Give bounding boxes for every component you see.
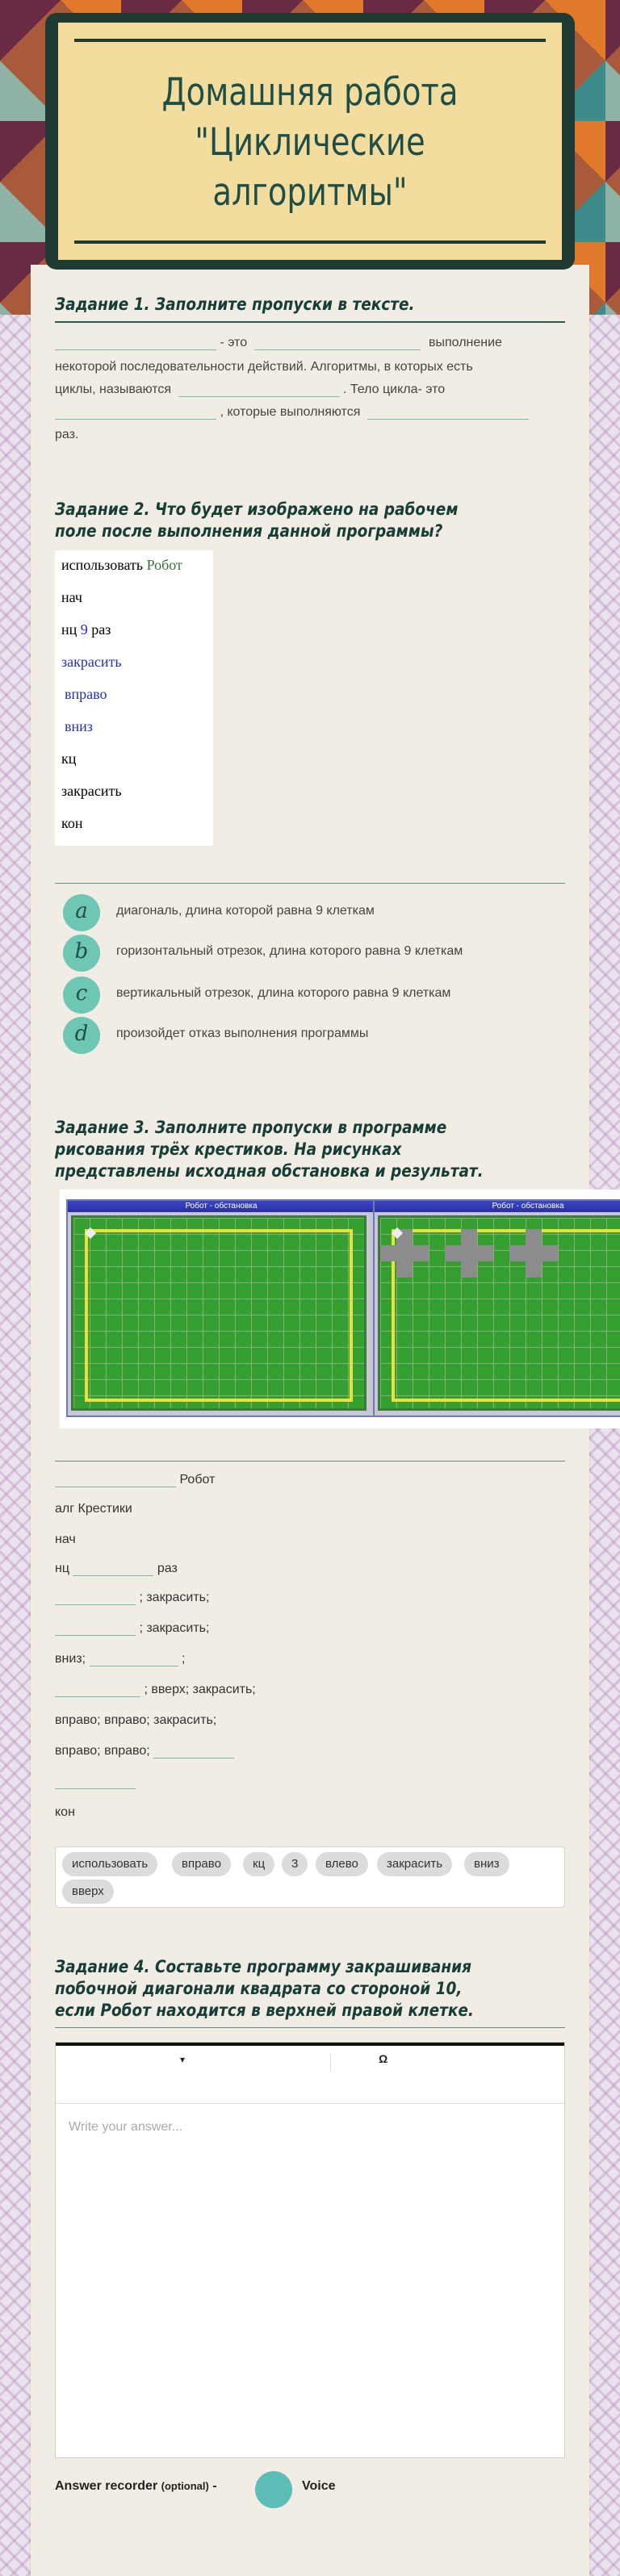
robot-window-after	[373, 1199, 620, 1417]
code-line: закрасить	[61, 654, 122, 670]
program-text: Робот	[179, 1473, 216, 1487]
option-letter-badge: d	[63, 1017, 100, 1054]
option-letter-badge: b	[63, 935, 100, 972]
task2-title: Задание 2. Что будет изображено на рабочем поле после выполнения данной программы?	[55, 500, 459, 541]
program-text: ; вверх; закрасить;	[144, 1683, 256, 1696]
painted-cross	[380, 1245, 429, 1261]
task1-fragment: - это	[220, 336, 248, 349]
code-line	[61, 621, 111, 638]
code-line: кон	[61, 815, 83, 831]
program-text: вправо; вправо;	[55, 1744, 150, 1758]
record-voice-button[interactable]	[255, 2471, 292, 2508]
answer-option-a[interactable]	[63, 894, 563, 926]
code-line: вправо	[65, 686, 107, 702]
special-character-icon[interactable]: Ω	[379, 2052, 388, 2065]
task1-title: Задание 1. Заполните пропуски в тексте.	[55, 295, 415, 314]
program-code-image	[55, 550, 213, 846]
code-line: вниз	[65, 718, 93, 734]
word-chip[interactable]: вниз	[464, 1852, 509, 1876]
blank-input[interactable]	[55, 336, 216, 350]
program-line	[55, 1472, 215, 1488]
code-number: 9	[80, 621, 88, 638]
task3-title: Задание 3. Заполните пропуски в программе рисования трёх крестиков. На рисунках представлены исходная обстановка и результат.	[55, 1118, 484, 1181]
title-frame	[45, 13, 575, 270]
answer-recorder	[55, 2479, 217, 2494]
blank-input[interactable]	[55, 1591, 136, 1605]
code-keyword: нц	[61, 621, 78, 638]
task1-line4	[55, 400, 529, 424]
word-chip[interactable]: использовать	[62, 1852, 157, 1876]
blank-input[interactable]	[254, 336, 421, 350]
page-title: Домашняя работа "Циклические алгоритмы"	[161, 70, 459, 215]
recorder-label: Answer recorder	[55, 2479, 158, 2493]
option-text: произойдет отказ выполнения программы	[116, 1027, 369, 1040]
program-line: нач	[55, 1533, 76, 1546]
word-bank	[55, 1846, 565, 1908]
option-text: диагональ, длина которой равна 9 клеткам	[116, 904, 375, 918]
program-line: алг Крестики	[55, 1502, 132, 1516]
program-text: нц	[55, 1562, 69, 1575]
robot-field-image	[60, 1190, 620, 1428]
answer-textarea[interactable]: Write your answer...	[69, 2120, 183, 2134]
option-letter-badge: c	[63, 976, 100, 1014]
task4-title: Задание 4. Составьте программу закрашивания побочной диагонали квадрата со стороной 10, если Робот находится в верхней правой клетке.	[55, 1957, 474, 2020]
word-chip[interactable]: вправо	[172, 1852, 231, 1876]
blank-input[interactable]	[90, 1652, 178, 1666]
task1-fragment: . Тело цикла- это	[342, 383, 446, 396]
blank-input[interactable]	[55, 1621, 136, 1636]
program-text: ; закрасить;	[139, 1591, 210, 1604]
program-line: кон	[55, 1805, 75, 1819]
option-text: горизонтальный отрезок, длина которого равна 9 клеткам	[116, 944, 463, 958]
code-keyword: Робот	[146, 557, 182, 573]
task1-fragment: выполнение	[429, 336, 502, 349]
code-keyword: раз	[91, 621, 111, 638]
code-line: нач	[61, 589, 82, 605]
blank-input[interactable]	[55, 405, 216, 420]
toolbar-separator	[330, 2054, 331, 2072]
option-text: вертикальный отрезок, длина которого равна 9 клеткам	[116, 986, 451, 1000]
window-titlebar: Робот - обстановка	[375, 1201, 620, 1212]
task1-line1	[55, 331, 502, 355]
recorder-optional-label: (optional)	[161, 2480, 209, 2492]
blank-input[interactable]	[55, 1775, 136, 1789]
program-line: вправо; вправо; закрасить;	[55, 1713, 217, 1727]
code-keyword: использовать	[61, 557, 144, 573]
task1-divider	[55, 321, 565, 323]
voice-label: Voice	[302, 2479, 336, 2493]
word-chip[interactable]: кц	[243, 1852, 274, 1876]
program-text: ;	[181, 1652, 186, 1666]
program-line	[55, 1620, 209, 1637]
task1-fragment: циклы, называются	[55, 383, 172, 396]
field-wall	[85, 1229, 353, 1402]
task1-line2: некоторой последовательности действий. Алгоритмы, в которых есть	[55, 360, 473, 374]
answer-editor	[55, 2042, 565, 2458]
robot-window-before	[66, 1199, 376, 1417]
code-line: закрасить	[61, 783, 122, 799]
task3-divider	[55, 1461, 565, 1462]
answer-option-d[interactable]	[63, 1017, 563, 1049]
program-text: ; закрасить;	[139, 1621, 210, 1635]
answer-option-b[interactable]	[63, 935, 563, 967]
dropdown-chevron-icon[interactable]: ▾	[180, 2054, 186, 2065]
painted-cross	[445, 1245, 493, 1261]
program-line	[55, 1774, 136, 1790]
code-line: кц	[61, 751, 77, 767]
title-panel	[58, 23, 562, 260]
program-line	[55, 1590, 209, 1606]
word-chip[interactable]: 3	[282, 1852, 308, 1876]
robot-grid	[71, 1215, 367, 1411]
word-chip[interactable]: влево	[316, 1852, 368, 1876]
program-text: вниз;	[55, 1652, 86, 1666]
blank-input[interactable]	[55, 1683, 140, 1697]
painted-cross	[509, 1245, 558, 1261]
window-titlebar: Робот - обстановка	[68, 1201, 375, 1212]
blank-input[interactable]	[55, 1473, 176, 1487]
option-letter-badge: a	[63, 894, 100, 931]
task1-line5: раз.	[55, 428, 79, 441]
code-line	[61, 557, 182, 574]
recorder-separator: -	[212, 2479, 217, 2493]
program-line	[55, 1682, 256, 1698]
blank-input[interactable]	[73, 1562, 153, 1576]
robot-grid	[378, 1215, 620, 1411]
program-line	[55, 1561, 178, 1577]
task4-divider	[55, 2027, 565, 2028]
word-chip[interactable]: закрасить	[377, 1852, 452, 1876]
task2-divider	[55, 883, 565, 884]
answer-option-c[interactable]	[63, 976, 563, 1009]
task1-fragment: , которые выполняются	[220, 405, 361, 419]
program-text: раз	[157, 1562, 178, 1575]
editor-toolbar	[56, 2043, 564, 2104]
task1-line3	[55, 378, 445, 402]
blank-input[interactable]	[367, 405, 529, 420]
program-line	[55, 1651, 185, 1667]
blank-input[interactable]	[178, 383, 340, 397]
program-line	[55, 1743, 234, 1759]
word-chip[interactable]: вверх	[62, 1880, 114, 1904]
blank-input[interactable]	[153, 1744, 234, 1758]
